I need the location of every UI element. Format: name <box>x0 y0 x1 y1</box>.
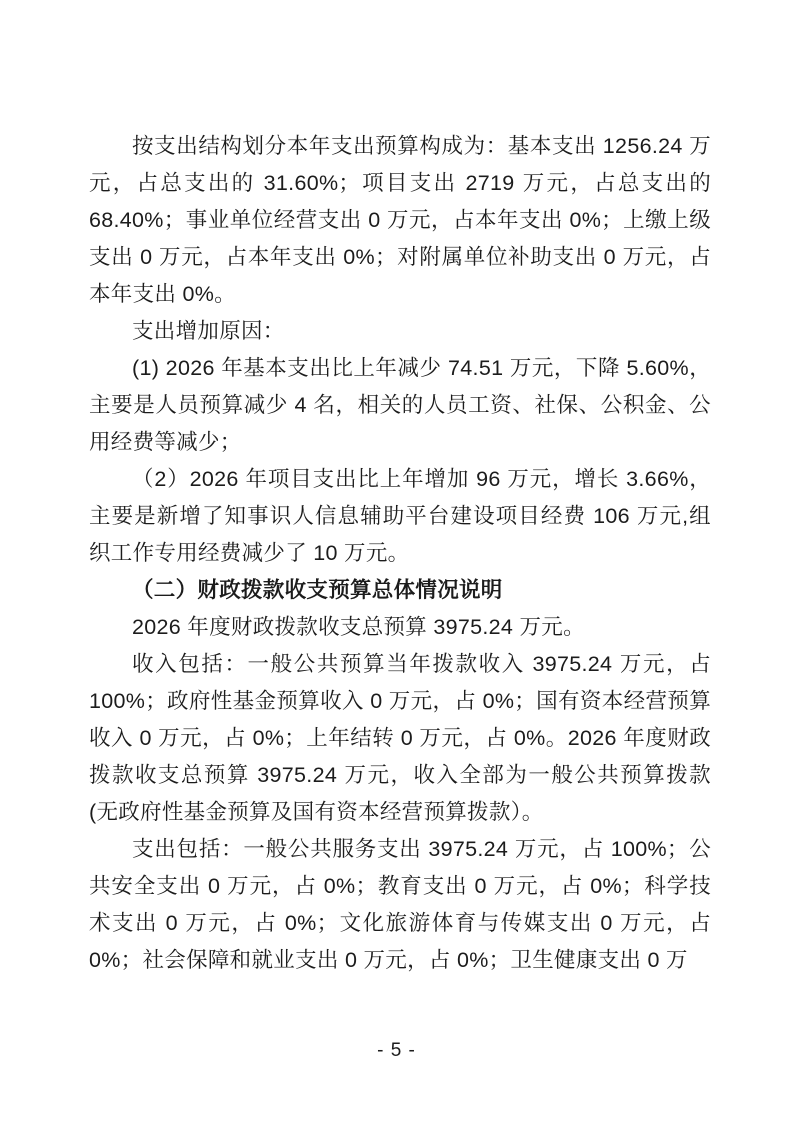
paragraph: 按支出结构划分本年支出预算构成为：基本支出 1256.24 万元，占总支出的 31.60%；项目支出 2719 万元，占总支出的 68.40%；事业单位经营支出 0 万元，占本年支出 0%；上缴上级支出 0 万元，占本年支出 0%；对附属单位补助支出 0 万元，占本年支出 0%。 <box>89 134 711 306</box>
paragraph: 收入包括：一般公共预算当年拨款收入 3975.24 万元，占 100%；政府性基金预算收入 0 万元，占 0%；国有资本经营预算收入 0 万元，占 0%；上年结转 0 万元，占 0%。2026 年度财政拨款收支总预算 3975.24 万元，收入全部为一般公共预算拨款(无政府性基金预算及国有资本经营预算拨款）。 <box>89 652 711 824</box>
paragraph: 支出增加原因： <box>132 319 285 343</box>
paragraph: (1) 2026 年基本支出比上年减少 74.51 万元，下降 5.60%，主要是人员预算减少 4 名，相关的人员工资、社保、公积金、公用经费等减少； <box>89 356 711 454</box>
section-heading: （二）财政拨款收支预算总体情况说明 <box>132 578 503 602</box>
document-body <box>89 128 711 979</box>
paragraph: （2）2026 年项目支出比上年增加 96 万元，增长 3.66%，主要是新增了知事识人信息辅助平台建设项目经费 106 万元,组织工作专用经费减少了 10 万元。 <box>89 467 711 565</box>
paragraph: 支出包括：一般公共服务支出 3975.24 万元，占 100%；公共安全支出 0 万元，占 0%；教育支出 0 万元，占 0%；科学技术支出 0 万元，占 0%；文化旅游体育与传媒支出 0 万元，占 0%；社会保障和就业支出 0 万元，占 0%；卫生健康支出 0 万 <box>89 837 711 972</box>
page-number: - 5 - <box>377 1040 416 1061</box>
paragraph: 2026 年度财政拨款收支总预算 3975.24 万元。 <box>132 615 585 639</box>
